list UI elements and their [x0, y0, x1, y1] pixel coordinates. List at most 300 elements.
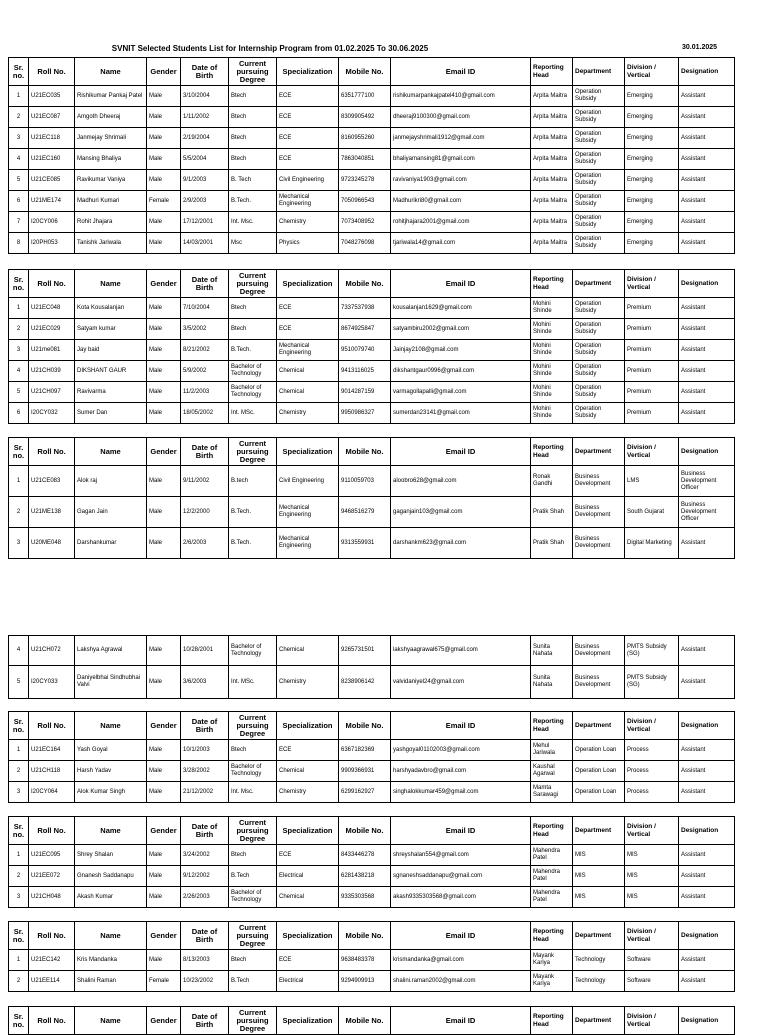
cell-sr: 6 [9, 403, 29, 424]
cell-mobile: 9265731501 [339, 636, 391, 666]
header-degree: Current pursuing Degree [229, 922, 277, 950]
header-designation: Designation [679, 817, 735, 845]
cell-designation: Assistant [679, 319, 735, 340]
cell-designation: Assistant [679, 340, 735, 361]
student-table-partial [8, 1006, 735, 1035]
cell-email: varmagollapalli@gmail.com [391, 382, 531, 403]
cell-dob: 10/1/2003 [181, 740, 229, 761]
header-sr: Sr. no. [9, 922, 29, 950]
cell-mobile: 9468516279 [339, 497, 391, 528]
table-header-row [9, 438, 735, 466]
cell-roll: U21EC095 [29, 845, 75, 866]
cell-sr: 2 [9, 971, 29, 992]
cell-degree: Int. MSc. [229, 666, 277, 699]
cell-mobile: 6351777100 [339, 86, 391, 107]
cell-degree: B.tech [229, 466, 277, 497]
cell-name: Janmejay Shrimali [75, 128, 147, 149]
cell-gender: Male [147, 107, 181, 128]
cell-division: Emerging [625, 191, 679, 212]
table-row [9, 950, 735, 971]
cell-sr: 1 [9, 466, 29, 497]
cell-sr: 1 [9, 86, 29, 107]
cell-email: Jainjay2108@gmail.com [391, 340, 531, 361]
cell-degree: Btech [229, 319, 277, 340]
cell-division: Premium [625, 319, 679, 340]
cell-head: Mohini Shinde [531, 298, 573, 319]
cell-roll: U21CH118 [29, 761, 75, 782]
cell-name: Mansing Bhaliya [75, 149, 147, 170]
header-designation: Designation [679, 270, 735, 298]
cell-sr: 2 [9, 497, 29, 528]
cell-name: Tanishk Jariwala [75, 233, 147, 254]
cell-division: Premium [625, 298, 679, 319]
header-designation: Designation [679, 438, 735, 466]
table-row [9, 666, 735, 699]
table-row [9, 86, 735, 107]
header-designation: Designation [679, 1007, 735, 1035]
cell-degree: B.Tech. [229, 497, 277, 528]
cell-email: bhaliyamansing81@gmail.com [391, 149, 531, 170]
header-sr: Sr. no. [9, 270, 29, 298]
cell-name: Ravivarma [75, 382, 147, 403]
cell-roll: I20CY032 [29, 403, 75, 424]
header-dept: Department [573, 270, 625, 298]
cell-email: shreyshalan554@gmail.com [391, 845, 531, 866]
cell-gender: Male [147, 149, 181, 170]
header-name: Name [75, 817, 147, 845]
cell-dept: Operation Loan [573, 740, 625, 761]
cell-division: Premium [625, 340, 679, 361]
cell-dob: 21/12/2002 [181, 782, 229, 803]
cell-roll: U21ME138 [29, 497, 75, 528]
cell-dob: 12/2/2000 [181, 497, 229, 528]
cell-degree: Btech [229, 107, 277, 128]
header-spec: Specialization [277, 58, 339, 86]
cell-designation: Assistant [679, 740, 735, 761]
cell-dob: 11/2/2003 [181, 382, 229, 403]
header-degree: Current pursuing Degree [229, 438, 277, 466]
cell-dept: Operation Subsidy [573, 212, 625, 233]
cell-dob: 7/10/2004 [181, 298, 229, 319]
cell-designation: Business Development Officer [679, 466, 735, 497]
header-head: Reporting Head [531, 922, 573, 950]
cell-dob: 17/12/2001 [181, 212, 229, 233]
cell-name: Rishikumar Pankaj Patel [75, 86, 147, 107]
header-email: Email ID [391, 712, 531, 740]
cell-gender: Male [147, 319, 181, 340]
cell-mobile: 8674925847 [339, 319, 391, 340]
cell-spec: Chemistry [277, 782, 339, 803]
cell-dept: Operation Subsidy [573, 149, 625, 170]
header-sr: Sr. no. [9, 1007, 29, 1035]
cell-mobile: 7073408952 [339, 212, 391, 233]
header-degree: Current pursuing Degree [229, 712, 277, 740]
header-gender: Gender [147, 270, 181, 298]
cell-sr: 5 [9, 666, 29, 699]
header-degree: Current pursuing Degree [229, 1007, 277, 1035]
cell-degree: Int. Msc. [229, 212, 277, 233]
cell-degree: B. Tech [229, 170, 277, 191]
table-row [9, 340, 735, 361]
cell-degree: Bachelor of Technology [229, 361, 277, 382]
cell-mobile: 7863040851 [339, 149, 391, 170]
cell-dob: 1/11/2002 [181, 107, 229, 128]
cell-name: Gnanesh Saddanapu [75, 866, 147, 887]
header-dept: Department [573, 58, 625, 86]
cell-degree: B.Tech. [229, 340, 277, 361]
cell-dob: 8/21/2002 [181, 340, 229, 361]
cell-spec: Electrical [277, 866, 339, 887]
cell-head: Mohini Shinde [531, 361, 573, 382]
cell-head: Mayank Kariya [531, 971, 573, 992]
cell-spec: Chemistry [277, 212, 339, 233]
header-spec: Specialization [277, 922, 339, 950]
cell-degree: Int. MSc. [229, 403, 277, 424]
cell-name: Harsh Yadav [75, 761, 147, 782]
cell-spec: ECE [277, 298, 339, 319]
cell-name: Rohit Jhajara [75, 212, 147, 233]
cell-name: Akash Kumar [75, 887, 147, 908]
header-spec: Specialization [277, 712, 339, 740]
header-division: Division / Vertical [625, 817, 679, 845]
cell-mobile: 8160955260 [339, 128, 391, 149]
header-division: Division / Vertical [625, 1007, 679, 1035]
cell-name: Alok raj [75, 466, 147, 497]
cell-mobile: 7048276098 [339, 233, 391, 254]
cell-head: Arpita Maitra [531, 170, 573, 191]
cell-dept: Business Development [573, 666, 625, 699]
header-gender: Gender [147, 1007, 181, 1035]
header-name: Name [75, 1007, 147, 1035]
cell-roll: U21EC118 [29, 128, 75, 149]
cell-gender: Male [147, 212, 181, 233]
cell-gender: Male [147, 466, 181, 497]
cell-division: Premium [625, 361, 679, 382]
header-mobile: Mobile No. [339, 922, 391, 950]
header-head: Reporting Head [531, 270, 573, 298]
cell-email: akash9335303568@gmail.com [391, 887, 531, 908]
header-name: Name [75, 270, 147, 298]
table-row [9, 528, 735, 559]
cell-head: Arpita Maitra [531, 191, 573, 212]
cell-degree: Bachelor of Technology [229, 636, 277, 666]
header-spec: Specialization [277, 270, 339, 298]
header-division: Division / Vertical [625, 438, 679, 466]
cell-dob: 2/19/2004 [181, 128, 229, 149]
header-spec: Specialization [277, 817, 339, 845]
cell-dob: 9/12/2002 [181, 866, 229, 887]
cell-spec: ECE [277, 845, 339, 866]
cell-sr: 1 [9, 845, 29, 866]
cell-head: Mohini Shinde [531, 382, 573, 403]
cell-email: dheeraj9100300@gmail.com [391, 107, 531, 128]
header-head: Reporting Head [531, 1007, 573, 1035]
cell-dept: MIS [573, 887, 625, 908]
cell-spec: Chemical [277, 887, 339, 908]
cell-head: Mahendra Patel [531, 887, 573, 908]
cell-email: singhalokkumar459@gmail.com [391, 782, 531, 803]
header-roll: Roll No. [29, 438, 75, 466]
cell-email: aloobro628@gmail.com [391, 466, 531, 497]
cell-designation: Assistant [679, 233, 735, 254]
cell-division: Process [625, 761, 679, 782]
cell-spec: Mechanical Engineering [277, 191, 339, 212]
header-dob: Date of Birth [181, 817, 229, 845]
cell-spec: Chemical [277, 636, 339, 666]
cell-spec: Chemical [277, 382, 339, 403]
cell-mobile: 6367182369 [339, 740, 391, 761]
cell-name: Kris Mandanka [75, 950, 147, 971]
cell-mobile: 6281438218 [339, 866, 391, 887]
header-gender: Gender [147, 817, 181, 845]
cell-name: Ravikumar Vaniya [75, 170, 147, 191]
cell-degree: Btech [229, 86, 277, 107]
cell-spec: ECE [277, 740, 339, 761]
cell-email: Madhurikri80@gmail.com [391, 191, 531, 212]
cell-division: MIS [625, 845, 679, 866]
cell-designation: Assistant [679, 666, 735, 699]
cell-division: MIS [625, 866, 679, 887]
cell-degree: Btech [229, 950, 277, 971]
cell-roll: U21EC160 [29, 149, 75, 170]
cell-email: lakshyaagrawal675@gmail.com [391, 636, 531, 666]
cell-dob: 2/6/2003 [181, 528, 229, 559]
cell-sr: 1 [9, 740, 29, 761]
cell-designation: Assistant [679, 950, 735, 971]
cell-sr: 3 [9, 887, 29, 908]
cell-head: Arpita Maitra [531, 86, 573, 107]
table-row [9, 466, 735, 497]
cell-mobile: 9313559931 [339, 528, 391, 559]
cell-gender: Female [147, 971, 181, 992]
cell-sr: 4 [9, 636, 29, 666]
cell-email: rohitjhajara2001@gmail.com [391, 212, 531, 233]
cell-email: krismandanka@gmail.com [391, 950, 531, 971]
cell-roll: I20PH053 [29, 233, 75, 254]
header-sr: Sr. no. [9, 817, 29, 845]
table-row [9, 298, 735, 319]
cell-dept: Operation Subsidy [573, 298, 625, 319]
header-dob: Date of Birth [181, 58, 229, 86]
header-dob: Date of Birth [181, 438, 229, 466]
table-row [9, 866, 735, 887]
cell-division: Software [625, 971, 679, 992]
cell-email: janmejayshrimali1912@gmail.com [391, 128, 531, 149]
header-designation: Designation [679, 712, 735, 740]
cell-dob: 10/28/2001 [181, 636, 229, 666]
cell-spec: Chemical [277, 361, 339, 382]
header-mobile: Mobile No. [339, 1007, 391, 1035]
cell-email: valvidaniyel24@gmail.com [391, 666, 531, 699]
cell-spec: Mechanical Engineering [277, 528, 339, 559]
cell-sr: 3 [9, 128, 29, 149]
cell-roll: I20CY033 [29, 666, 75, 699]
header-mobile: Mobile No. [339, 712, 391, 740]
cell-roll: U21EE072 [29, 866, 75, 887]
table-header-row [9, 922, 735, 950]
cell-sr: 2 [9, 761, 29, 782]
cell-dob: 3/10/2004 [181, 86, 229, 107]
cell-dept: Operation Subsidy [573, 170, 625, 191]
cell-roll: I20CY064 [29, 782, 75, 803]
cell-head: Mahendra Patel [531, 845, 573, 866]
cell-division: Emerging [625, 86, 679, 107]
cell-email: yashgoyal01102003@gmail.com [391, 740, 531, 761]
cell-roll: U21CH039 [29, 361, 75, 382]
cell-head: Mohini Shinde [531, 403, 573, 424]
cell-mobile: 8433446278 [339, 845, 391, 866]
cell-name: Daniyelbhai Sindhubhai Valvi [75, 666, 147, 699]
header-mobile: Mobile No. [339, 438, 391, 466]
header-division: Division / Vertical [625, 922, 679, 950]
cell-spec: Civil Engineering [277, 170, 339, 191]
header-name: Name [75, 58, 147, 86]
cell-designation: Assistant [679, 107, 735, 128]
cell-gender: Male [147, 528, 181, 559]
cell-head: Sunita Nahata [531, 636, 573, 666]
cell-designation: Assistant [679, 971, 735, 992]
student-table-mis [8, 816, 735, 908]
cell-mobile: 9909366931 [339, 761, 391, 782]
cell-dob: 3/5/2002 [181, 319, 229, 340]
cell-division: South Gujarat [625, 497, 679, 528]
cell-email: dikshantgaur0996@gmail.com [391, 361, 531, 382]
cell-sr: 4 [9, 361, 29, 382]
cell-designation: Assistant [679, 528, 735, 559]
cell-designation: Assistant [679, 361, 735, 382]
header-designation: Designation [679, 922, 735, 950]
header-gender: Gender [147, 712, 181, 740]
student-table-business-1 [8, 437, 735, 559]
table-row [9, 212, 735, 233]
header-email: Email ID [391, 270, 531, 298]
cell-dept: Operation Subsidy [573, 233, 625, 254]
cell-name: Shalini Raman [75, 971, 147, 992]
cell-roll: U21me081 [29, 340, 75, 361]
table-row [9, 128, 735, 149]
header-degree: Current pursuing Degree [229, 270, 277, 298]
header-mobile: Mobile No. [339, 270, 391, 298]
header-roll: Roll No. [29, 817, 75, 845]
cell-dept: Operation Subsidy [573, 128, 625, 149]
cell-mobile: 6299162927 [339, 782, 391, 803]
table-row [9, 233, 735, 254]
cell-degree: Btech [229, 128, 277, 149]
cell-spec: Chemical [277, 761, 339, 782]
cell-head: Mehul Jariwala [531, 740, 573, 761]
cell-division: Premium [625, 403, 679, 424]
cell-designation: Assistant [679, 636, 735, 666]
cell-division: Digital Marketing [625, 528, 679, 559]
cell-division: Premium [625, 382, 679, 403]
table-header-row [9, 58, 735, 86]
cell-designation: Assistant [679, 866, 735, 887]
cell-name: Sumer Dan [75, 403, 147, 424]
cell-spec: ECE [277, 149, 339, 170]
table-header-row [9, 817, 735, 845]
cell-dept: Technology [573, 971, 625, 992]
cell-dept: MIS [573, 866, 625, 887]
cell-gender: Male [147, 298, 181, 319]
cell-gender: Female [147, 191, 181, 212]
cell-sr: 2 [9, 107, 29, 128]
header-email: Email ID [391, 922, 531, 950]
cell-roll: U21EE114 [29, 971, 75, 992]
cell-dept: Business Development [573, 528, 625, 559]
cell-gender: Male [147, 128, 181, 149]
header-email: Email ID [391, 58, 531, 86]
header-spec: Specialization [277, 438, 339, 466]
cell-designation: Assistant [679, 382, 735, 403]
cell-designation: Assistant [679, 403, 735, 424]
cell-roll: U21EC142 [29, 950, 75, 971]
cell-spec: Chemistry [277, 403, 339, 424]
cell-dob: 3/28/2002 [181, 761, 229, 782]
cell-head: Pratik Shah [531, 528, 573, 559]
cell-sr: 1 [9, 298, 29, 319]
table-row [9, 636, 735, 666]
table-header-row [9, 1007, 735, 1035]
cell-mobile: 9413116025 [339, 361, 391, 382]
cell-degree: B.Tech [229, 866, 277, 887]
header-dob: Date of Birth [181, 270, 229, 298]
cell-sr: 3 [9, 340, 29, 361]
header-roll: Roll No. [29, 712, 75, 740]
cell-dept: Operation Subsidy [573, 382, 625, 403]
header-gender: Gender [147, 438, 181, 466]
cell-spec: ECE [277, 950, 339, 971]
cell-degree: Btech [229, 845, 277, 866]
cell-dept: Operation Subsidy [573, 86, 625, 107]
cell-name: Darshankumar [75, 528, 147, 559]
cell-email: tjariwala14@gmail.com [391, 233, 531, 254]
header-head: Reporting Head [531, 58, 573, 86]
header-division: Division / Vertical [625, 270, 679, 298]
cell-gender: Male [147, 887, 181, 908]
cell-email: darshankm623@gmail.com [391, 528, 531, 559]
table-row [9, 761, 735, 782]
cell-sr: 3 [9, 782, 29, 803]
cell-dob: 14/03/2001 [181, 233, 229, 254]
cell-gender: Male [147, 361, 181, 382]
cell-head: Arpita Maitra [531, 128, 573, 149]
cell-degree: B.Tech [229, 971, 277, 992]
cell-head: Ronak Gandhi [531, 466, 573, 497]
cell-degree: B.Tech. [229, 528, 277, 559]
cell-email: kousalanjan1629@gmail.com [391, 298, 531, 319]
cell-head: Mohini Shinde [531, 319, 573, 340]
document-title: SVNIT Selected Students List for Internship Program from 01.02.2025 To 30.06.2025 [111, 44, 429, 53]
cell-degree: Btech [229, 149, 277, 170]
header-degree: Current pursuing Degree [229, 58, 277, 86]
cell-degree: Bachelor of Technology [229, 382, 277, 403]
cell-dept: Operation Subsidy [573, 340, 625, 361]
table-row [9, 107, 735, 128]
cell-dob: 5/5/2004 [181, 149, 229, 170]
cell-dob: 9/11/2002 [181, 466, 229, 497]
cell-designation: Assistant [679, 86, 735, 107]
cell-dept: Business Development [573, 497, 625, 528]
student-table-emerging [8, 57, 735, 254]
cell-gender: Male [147, 233, 181, 254]
table-row [9, 149, 735, 170]
cell-sr: 6 [9, 191, 29, 212]
cell-head: Arpita Maitra [531, 107, 573, 128]
header-roll: Roll No. [29, 270, 75, 298]
header-dept: Department [573, 817, 625, 845]
cell-designation: Assistant [679, 191, 735, 212]
cell-gender: Male [147, 636, 181, 666]
